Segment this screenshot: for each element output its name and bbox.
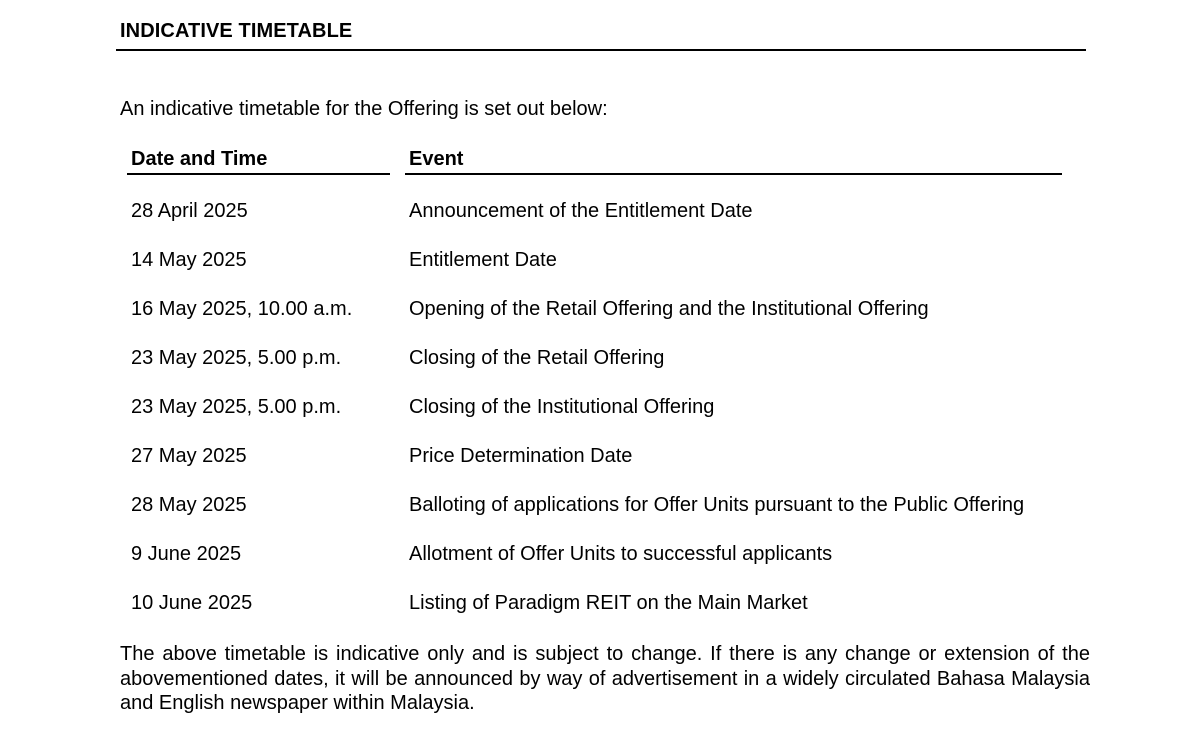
row-date: 23 May 2025, 5.00 p.m. [131,396,342,418]
row-date: 27 May 2025 [131,445,247,467]
row-event: Opening of the Retail Offering and the Institutional Offering [409,298,929,320]
timetable-row [0,396,1192,420]
date-column-rule [127,173,390,175]
timetable-row [0,494,1192,518]
timetable-row [0,298,1192,322]
row-event: Listing of Paradigm REIT on the Main Market [409,592,808,614]
heading-underline [116,49,1086,51]
row-event: Announcement of the Entitlement Date [409,200,753,222]
event-column-header: Event [409,148,464,170]
intro-text: An indicative timetable for the Offering is set out below: [120,98,608,120]
timetable-row [0,347,1192,371]
row-event: Allotment of Offer Units to successful applicants [409,543,833,565]
timetable-row [0,249,1192,273]
section-heading: INDICATIVE TIMETABLE [120,20,353,42]
row-date: 9 June 2025 [131,543,242,565]
row-date: 28 April 2025 [131,200,248,222]
event-column-rule [405,173,1062,175]
row-date: 23 May 2025, 5.00 p.m. [131,347,342,369]
row-date: 28 May 2025 [131,494,247,516]
row-event: Balloting of applications for Offer Units pursuant to the Public Offering [409,494,1025,516]
timetable-row [0,592,1192,616]
row-event: Closing of the Institutional Offering [409,396,715,418]
disclaimer-note: The above timetable is indicative only and is subject to change. If there is any change or extension of the abovementioned dates, it will be announced by way of advertisement in a widely circulated Bahasa Malaysia and English newspaper within Malaysia. [120,643,1090,714]
timetable-row [0,200,1192,224]
row-event: Price Determination Date [409,445,633,467]
date-column-header: Date and Time [131,148,268,170]
row-event: Closing of the Retail Offering [409,347,665,369]
timetable-row [0,543,1192,567]
row-event: Entitlement Date [409,249,557,271]
timetable-row [0,445,1192,469]
row-date: 16 May 2025, 10.00 a.m. [131,298,353,320]
row-date: 10 June 2025 [131,592,253,614]
row-date: 14 May 2025 [131,249,247,271]
